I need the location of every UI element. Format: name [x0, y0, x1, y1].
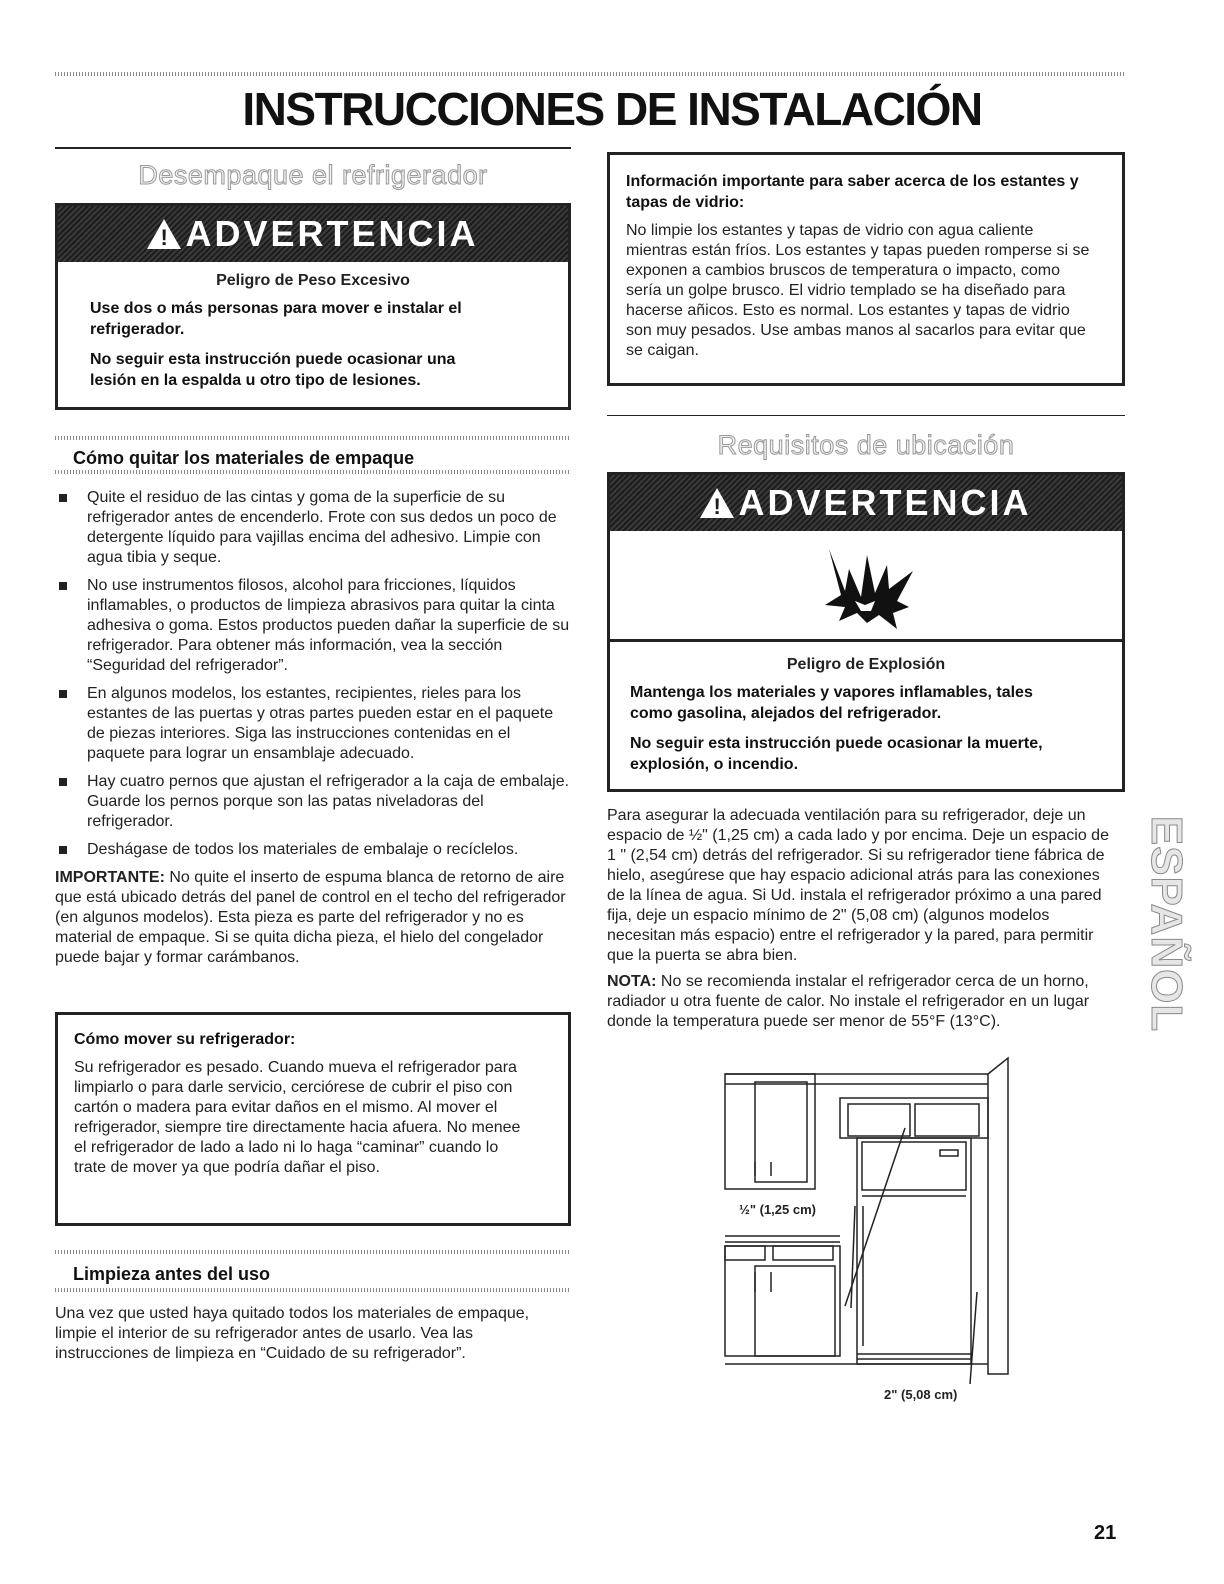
explosion-icon — [809, 535, 929, 635]
weight-warning-box — [55, 203, 571, 410]
moving-box-title: Cómo mover su refrigerador: — [74, 1031, 296, 1048]
cleaning-heading-rule-bottom — [55, 1288, 571, 1292]
explosion-warning-box — [607, 472, 1125, 792]
glass-box-title: Información importante para saber acerca de los estantes y tapas de vidrio: — [626, 173, 1079, 211]
page-number: 21 — [1094, 1522, 1117, 1544]
warning-banner — [610, 475, 1122, 531]
important-text: No quite el inserto de espuma blanca de retorno de aire que está ubicado detrás del panel de control en el techo del refrigerador (en algunos modelos). Esta pieza es parte del refrigerador y no es material de empaque. Si se quita dicha pieza, el hielo del congelador puede bajar y formar carámbanos. — [55, 869, 566, 966]
location-text: Para asegurar la adecuada ventilación para su refrigerador, deje un espacio de ½" (1,25 cm) a cada lado y por encima. Deje un espacio de 1 " (2,54 cm) detrás del refrigerador. Si su refrigerador tiene fábrica de hielo, asegúrese que hay espacio adicional atrás para las conexiones de la línea de agua. Si Ud. instala el refrigerador próximo a una pared fija, deje un espacio mínimo de 2" (5,08 cm) (algunos modelos necesitan más espacio) entre el refrigerador y la pared, para permitir que la puerta se abra bien. — [607, 807, 1109, 964]
right-section-rule — [607, 415, 1125, 416]
cleaning-heading-rule-top — [55, 1250, 571, 1254]
language-tab-label: ESPAÑOL — [1142, 815, 1191, 1033]
cleaning-heading: Limpieza antes del uso — [73, 1264, 271, 1284]
moving-box-text: Su refrigerador es pesado. Cuando mueva el refrigerador para limpiarlo o para darle servicio, cerciórese de cubrir el piso con cartón o madera para evitar daños en el mismo. Al mover el refrigerador, siempre tire directamente hacia afuera. No menee el refrigerador de lado a lado ni lo haga “caminar” cuando lo trate de mover ya que podría dañar el piso. — [74, 1059, 521, 1176]
packing-list — [55, 488, 571, 860]
explosion-icon-area — [610, 531, 1122, 642]
cleaning-text: Una vez que usted haya quitado todos los materiales de empaque, limpie el interior de su refrigerador antes de usarlo. Vea las instrucciones de limpieza en “Cuidado de su refrigerador”. — [55, 1305, 530, 1362]
moving-info-box — [55, 1012, 571, 1226]
location-note — [607, 972, 1117, 1032]
list-item: Hay cuatro pernos que ajustan el refrigerador a la caja de embalaje. Guarde los pernos porque son las patas niveladoras del refrigerador. — [55, 772, 571, 832]
hazard-name: Peligro de Peso Excesivo — [216, 272, 410, 289]
warning-label: ADVERTENCIA — [738, 482, 1032, 523]
list-item: En algunos modelos, los estantes, recipientes, rieles para los estantes de las puertas y otras partes pueden estar en el paquete de piezas interiores. Siga las instrucciones contenidas en el paquete para lograr un ensamblaje adecuado. — [55, 684, 571, 764]
note-text: No se recomienda instalar el refrigerador cerca de un horno, radiador u otra fuente de calor. No instale el refrigerador en un lugar donde la temperatura puede ser menor de 55°F (13°C). — [607, 973, 1090, 1030]
glass-info-box — [607, 152, 1125, 386]
list-item: No use instrumentos filosos, alcohol para fricciones, líquidos inflamables, o productos de limpieza abrasivos para quitar la cinta adhesiva o goma. Estos productos pueden dañar la superficie de su refrigerador. Para obtener más información, vea la sección “Seguridad del refrigerador”. — [55, 576, 571, 676]
location-section-heading: Requisitos de ubicación — [717, 430, 1015, 460]
glass-box-text: No limpie los estantes y tapas de vidrio con agua caliente mientras están fríos. Los estantes y tapas pueden romperse si se exponen a cambios bruscos de temperatura o impacto, como sería un golpe brusco. El vidrio templado se ha diseñado para hacerse añicos. Esto es normal. Los estantes y tapas de vidrio son muy pesados. Use ambas manos al sacarlos para evitar que se caigan. — [626, 222, 1090, 359]
page-title: INSTRUCCIONES DE INSTALACIÓN — [242, 83, 982, 135]
warning-instruction: Mantenga los materiales y vapores inflamables, tales como gasolina, alejados del refrigerador. — [630, 684, 1033, 722]
packing-heading: Cómo quitar los materiales de empaque — [73, 448, 415, 468]
warning-consequence: No seguir esta instrucción puede ocasionar una lesión en la espalda u otro tipo de lesiones. — [90, 351, 456, 389]
top-clearance-label: ½" (1,25 cm) — [739, 1202, 816, 1217]
warning-label: ADVERTENCIA — [185, 213, 479, 254]
left-section-rule — [55, 147, 571, 149]
list-item: Quite el residuo de las cintas y goma de la superficie de su refrigerador antes de encenderlo. Frote con sus dedos un poco de detergente líquido para vajillas encima del adhesivo. Limpie con agua tibia y seque. — [55, 488, 571, 568]
warning-triangle-icon — [700, 488, 734, 518]
important-note — [55, 868, 571, 968]
packing-heading-rule-bottom — [55, 470, 571, 474]
important-label: IMPORTANTE: — [55, 869, 165, 886]
warning-banner — [58, 206, 568, 262]
hazard-name: Peligro de Explosión — [786, 656, 946, 673]
unpack-section-heading: Desempaque el refrigerador — [138, 160, 488, 190]
clearance-diagram — [715, 1056, 1015, 1386]
warning-consequence: No seguir esta instrucción puede ocasionar la muerte, explosión, o incendio. — [630, 735, 1043, 773]
list-item: Deshágase de todos los materiales de embalaje o recíclelos. — [55, 840, 571, 860]
note-label: NOTA: — [607, 973, 657, 990]
bottom-clearance-label: 2" (5,08 cm) — [884, 1387, 958, 1402]
language-tab — [1140, 800, 1192, 1048]
warning-triangle-icon — [147, 219, 181, 249]
warning-instruction: Use dos o más personas para mover e instalar el refrigerador. — [90, 300, 462, 338]
top-decorative-rule — [55, 72, 1125, 76]
